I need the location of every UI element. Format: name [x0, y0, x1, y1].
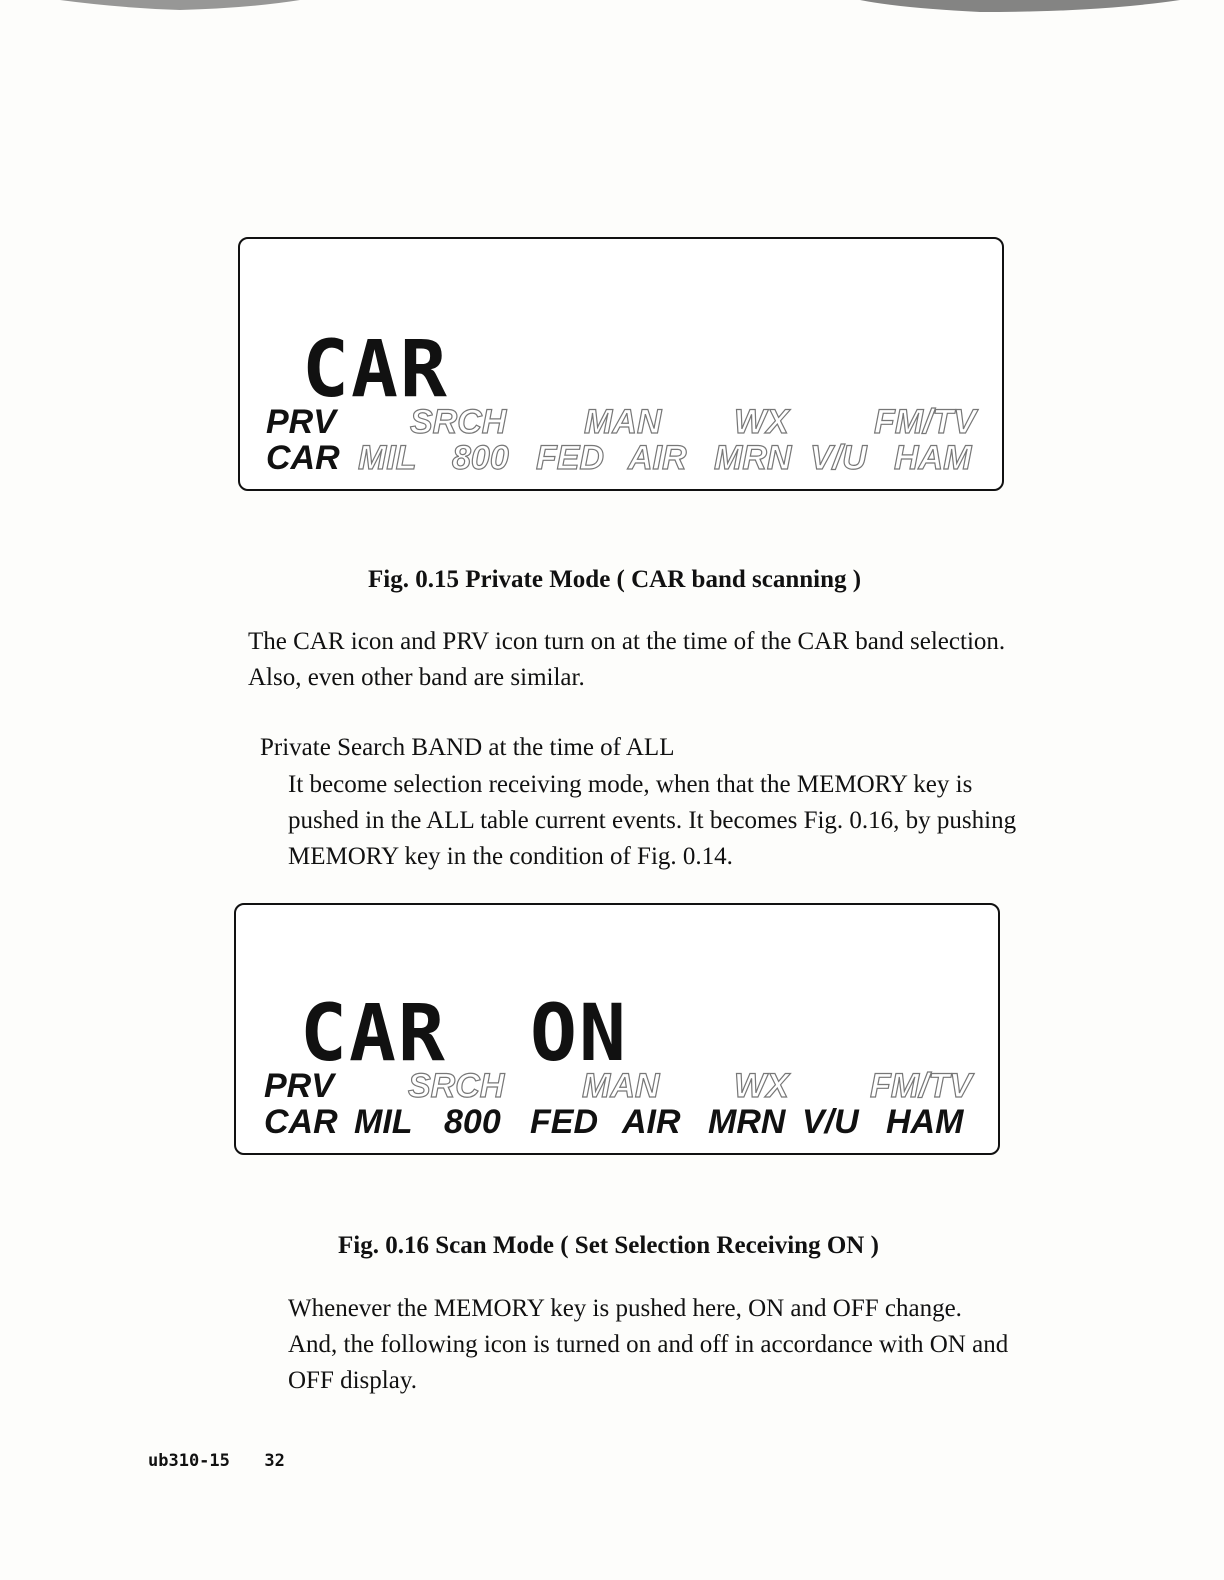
lcd-display-fig15: [238, 237, 1004, 491]
mode-icon-man: MAN: [584, 403, 662, 441]
mode-icon-fmtv: FM/TV: [874, 403, 976, 441]
band-icon-car: CAR: [264, 1103, 338, 1141]
mode-icon-srch: SRCH: [408, 1067, 505, 1105]
figure-caption-0-16: Fig. 0.16 Scan Mode ( Set Selection Receiving ON ): [338, 1232, 879, 1259]
band-icon-mil: MIL: [354, 1103, 413, 1141]
mode-icon-srch: SRCH: [410, 403, 507, 441]
band-icon-fed: FED: [536, 439, 604, 477]
lcd-display-fig16: [234, 903, 1000, 1155]
icon-row-mode: [266, 405, 986, 441]
paragraph-line: Also, even other band are similar.: [248, 664, 585, 691]
mode-icon-man: MAN: [582, 1067, 660, 1105]
band-icon-fed: FED: [530, 1103, 598, 1141]
band-icon-800: 800: [452, 439, 509, 477]
lcd-status-text: ON: [530, 989, 628, 1079]
document-id: ub310-15: [148, 1451, 230, 1471]
paragraph-line: And, the following icon is turned on and off in accordance with ON and: [288, 1331, 1009, 1358]
band-icon-ham: HAM: [894, 439, 972, 477]
mode-icon-wx: WX: [734, 403, 789, 441]
figure-caption-0-15: Fig. 0.15 Private Mode ( CAR band scanning ): [368, 566, 862, 593]
icon-row-band: [264, 1105, 984, 1141]
scan-shadow: [0, 0, 1224, 18]
band-icon-air: AIR: [622, 1103, 681, 1141]
section-heading-private-search: Private Search BAND at the time of ALL: [260, 734, 675, 761]
paragraph-line: Whenever the MEMORY key is pushed here, ON and OFF change.: [288, 1295, 962, 1322]
paragraph-line: It become selection receiving mode, when that the MEMORY key is: [288, 771, 973, 798]
band-icon-vu: V/U: [802, 1103, 859, 1141]
paragraph-line: pushed in the ALL table current events. It becomes Fig. 0.16, by pushing: [288, 807, 1017, 834]
page-number: 32: [264, 1451, 285, 1471]
band-icon-mil: MIL: [358, 439, 417, 477]
page-footer: [148, 1451, 285, 1471]
mode-icon-prv: PRV: [266, 403, 336, 441]
mode-icon-fmtv: FM/TV: [870, 1067, 972, 1105]
band-icon-800: 800: [444, 1103, 501, 1141]
icon-row-mode: [264, 1069, 984, 1105]
lcd-main-text: CAR: [300, 989, 447, 1079]
mode-icon-prv: PRV: [264, 1067, 334, 1105]
paragraph-line: MEMORY key in the condition of Fig. 0.14.: [288, 843, 733, 870]
paragraph-car-icon: [248, 624, 1148, 696]
band-icon-mrn: MRN: [708, 1103, 786, 1141]
band-icon-ham: HAM: [886, 1103, 964, 1141]
band-icon-mrn: MRN: [714, 439, 792, 477]
band-icon-car: CAR: [266, 439, 340, 477]
paragraph-selection-mode: [288, 767, 1168, 875]
lcd-main-text: CAR: [302, 325, 449, 415]
icon-row-band: [266, 441, 986, 477]
band-icon-vu: V/U: [810, 439, 867, 477]
paragraph-memory-toggle: [288, 1291, 1168, 1399]
paragraph-line: OFF display.: [288, 1367, 417, 1394]
band-icon-air: AIR: [628, 439, 687, 477]
paragraph-line: The CAR icon and PRV icon turn on at the time of the CAR band selection.: [248, 628, 1006, 655]
mode-icon-wx: WX: [734, 1067, 789, 1105]
